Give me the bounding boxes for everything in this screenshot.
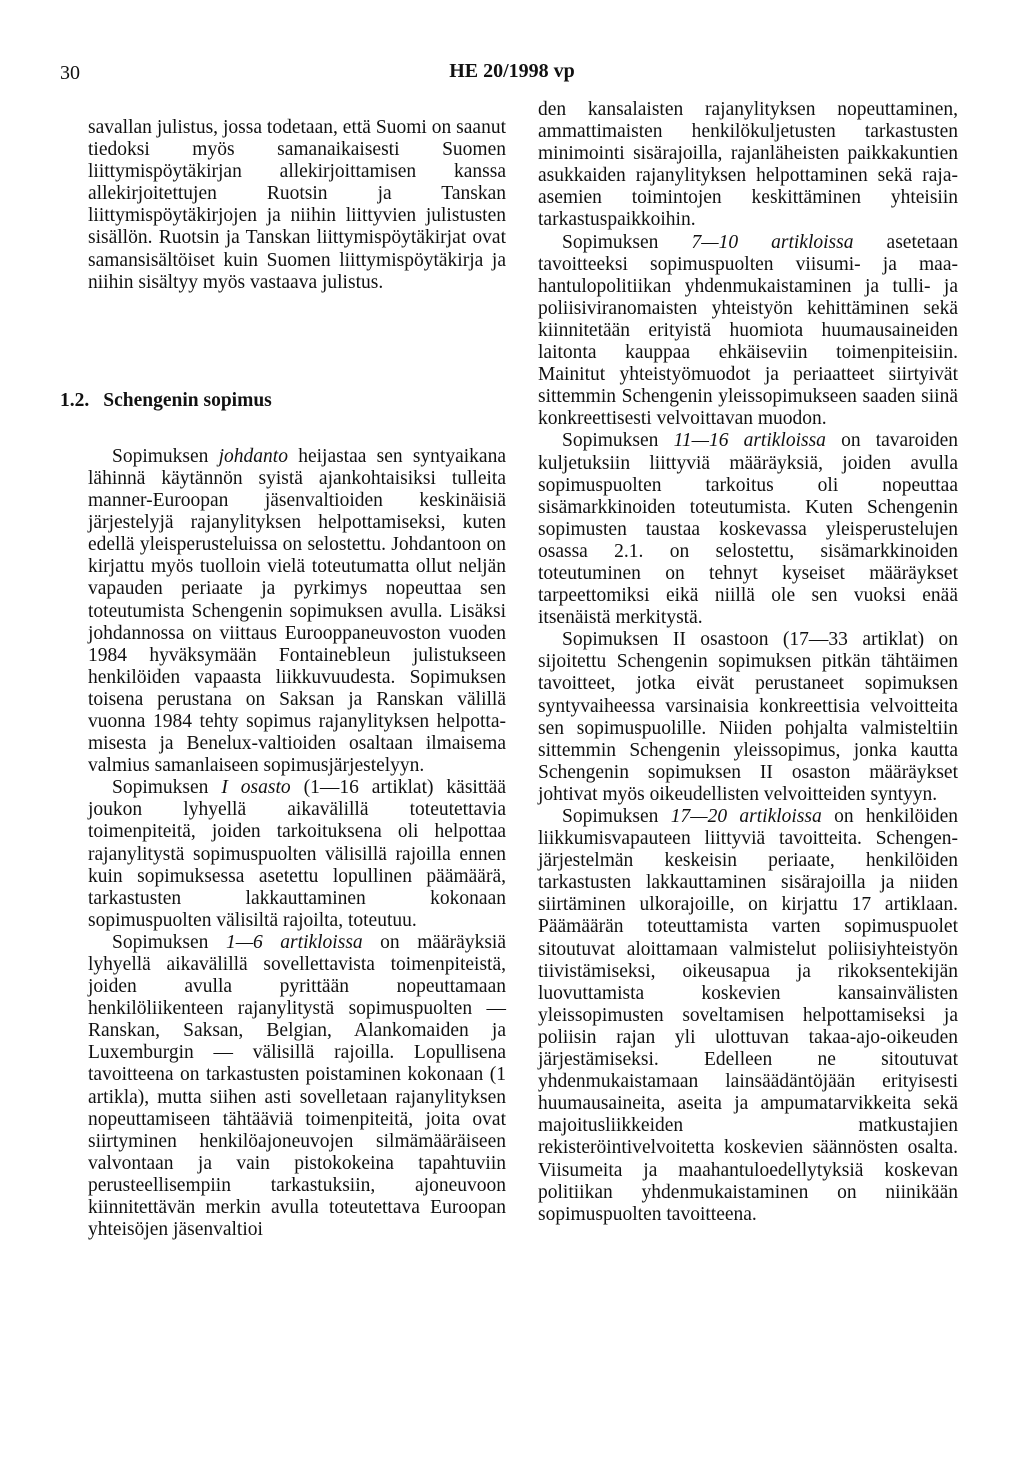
emphasis-term: 11—16 artikloissa: [673, 430, 826, 452]
paragraph-body: (1—16 artiklat) käsittää joukon lyhyellä aikavälillä toteutettavia toimenpiteitä, joiden tarkoituksena oli helpottaa rajanylitystä sopimuspuolten välisillä rajoilla ennen kuin sopimuksessa asetettu lopullinen päämäärä, tarkastusten lakkauttaminen kokonaan sopimuspuolten välisiltä rajoilta, toteutuu.: [88, 777, 506, 931]
paragraph-lead: Sopimuksen: [112, 777, 222, 799]
emphasis-term: 7—10 artikloissa: [691, 231, 854, 253]
paragraph-lead: Sopimuksen: [562, 430, 674, 452]
emphasis-term: 1—6 artikloissa: [225, 931, 363, 953]
paragraph-body: on henkilöiden liikkumisvapauteen liittyviä tavoitteita. Schengen-järjestelmän keskeisin periaate, henkilöiden tarkastusten lakkauttaminen sisärajoilla ja niiden siirtäminen ulkorajoille, on kirjattu 17 artiklaan. Päämäärän toteuttamista varten sopimuspuolet sitoutuvat aloittamaan valmistelut poliisiyhteistyön tiivistämiseksi, oikeusapua ja rikoksentekijän luovuttamista koskevien kansainvälisten yleissopimusten soveltamisen helpottamiseksi ja poliisin rajan yli ulottuvan takaa-ajo-oikeuden järjestämiseksi. Edelleen ne sitoutuvat yhdenmukaistamaan lainsäädäntöjään erityisesti huumausaineita, aseita ja ampumatarvikkeita sekä majoitusliikkeiden matkustajien rekisteröintivelvoitetta koskevien säännösten osalta. Viisumeita ja maahantuloedellytyksiä koskevan politiikan yhdenmukaistaminen on niinikään sopimuspuolten tavoitteena.: [538, 806, 958, 1225]
section-number: 1.2.: [60, 389, 90, 411]
paragraph-artiklat-17-20: [538, 806, 958, 1226]
paragraph-body: on tavaroiden kuljetuksiin liittyviä määräyksiä, joiden avulla sopimuspuolten tarkoitus oli nopeuttaa sisämarkkinoiden toteutumista. Kuten Schengenin sopimusten taustaa koskevassa yleisperustelujen osassa 2.1. on selostettu, sisämarkkinoiden toteutuminen on tehnyt kyseiset määräykset tarpeettomiksi eikä niillä ole sen vuoksi enää itsenäistä merkitystä.: [538, 430, 958, 629]
section-title: Schengenin sopimus: [103, 389, 272, 411]
paragraph-artiklat-1-6: [88, 932, 506, 1241]
running-header: HE 20/1998 vp: [449, 60, 575, 82]
paragraph-body: on määräyksiä lyhyellä aikavälillä sovellettavista toimenpiteistä, joiden avulla pyrittään nopeuttamaan henkilöliikenteen rajanylitystä sopimuspuolten — Ranskan, Saksan, Belgian, Alankomaiden ja Luxemburgin — välisillä rajoilla. Lopullisena tavoitteena on tarkastusten poistaminen kokonaan (1 artikla), mutta siihen asti sovelletaan rajanylityksen nopeuttamiseen tähtääviä toimenpiteitä, joita ovat siirtyminen henkilöajoneuvojen silmämääräiseen valvontaan ja vain pistokokeina tapahtuviin perusteellisempiin tarkastuksiin, ajoneuvoon kiinnitettävän merkin avulla toteutettava Euroopan yhteisöjen jäsenvaltioi: [88, 931, 506, 1241]
paragraph-body: heijastaa sen syntyaikana lähinnä käytännön syistä ajankohtaisiksi tulleita manner-Euroopan jäsenvaltioiden keskinäisiä järjestelyjä rajanylityksen helpottamiseksi, kuten edellä yleisperusteluissa on selostettu. Johdantoon on kirjattu myös tuolloin vielä toteutumatta ollut neljän vapauden periaate ja pyrkimys nopeuttaa sen toteutumista Schengenin sopimuksen avulla. Lisäksi johdannossa on viittaus Eurooppaneuvoston vuoden 1984 hyväksymään Fontainebleun julistukseen henkilöiden vapaasta liikkuvuudesta. Sopimuksen toisena perustana on Saksan ja Ranskan välillä vuonna 1984 tehty sopimus rajanylityksen helpottamisesta ja Benelux-valtioiden osaltaan ilmaisema valmius samanlaiseen sopimusjärjestelyyn.: [88, 445, 506, 777]
emphasis-term: johdanto: [218, 445, 288, 467]
paragraph-body: asetetaan tavoitteeksi sopimuspuolten viisumi- ja maahantulopolitiikan yhdenmukaistaminen ja tulli- ja poliisiviranomaisten yhteistyön kehittäminen sekä kiinnitetään erityistä huomiota huumausaineiden laitonta kauppaa ehkäiseviin toimenpiteisiin. Mainitut yhteistyömuodot ja periaatteet siirtyivät sittemmin Schengenin yleissopimukseen saaden siinä konkreettisesti velvoittavan muodon.: [538, 231, 958, 430]
continued-paragraph: den kansalaisten rajanylityksen nopeuttaminen, ammattimaisten henkilökuljetusten tarkastusten minimointi sisärajoilla, rajanläheisten paikkakuntien asukkaiden rajanylityksen helpottaminen sekä raja-asemien toimintojen keskittäminen yhteisiin tarkastuspaikkoihin.: [538, 99, 958, 231]
paragraph-lead: Sopimuksen: [112, 931, 226, 953]
paragraph-ii-osasto: Sopimuksen II osastoon (17—33 artiklat) on sijoitettu Schengenin sopimuksen pitkän tähtäimen tavoitteet, jotka eivät perustaneet sopimuksen syntyvaiheessa varsinaisia konkreettisia velvoitteita sen sopimuspuolille. Niiden pohjalta valmisteltiin sittemmin Schengenin yleissopimus, jonka kautta Schengenin sopimuksen II osaston määräykset johtivat myös oikeudellisten velvoitteiden syntyyn.: [538, 629, 958, 805]
page-number: 30: [60, 62, 80, 84]
paragraph-artiklat-11-16: [538, 430, 958, 629]
right-column: [538, 99, 958, 1226]
section-heading: [60, 390, 506, 412]
left-column: [60, 117, 506, 1241]
intro-paragraph: savallan julistus, jossa todetaan, että Suomi on saanut tiedoksi myös samanaikaisesti Suomen liittymispöytäkirjan allekirjoittamisen kanssa allekirjoitettujen Ruotsin ja Tanskan liittymispöytäkirjojen ja niihin liittyvien julistusten sisällön. Ruotsin ja Tanskan liittymispöytäkirjat ovat samansisältöiset kuin Suomen liittymispöytäkirja ja niihin sisältyy myös vastaava julistus.: [88, 117, 506, 293]
paragraph-lead: Sopimuksen: [562, 806, 671, 827]
emphasis-term: I osasto: [221, 777, 291, 799]
emphasis-term: 17—20 artikloissa: [670, 806, 822, 827]
paragraph-lead: Sopimuksen: [112, 445, 219, 467]
paragraph-artiklat-7-10: [538, 232, 958, 431]
paragraph-lead: Sopimuksen: [562, 231, 692, 253]
paragraph-i-osasto: [88, 777, 506, 932]
paragraph-johdanto: [88, 446, 506, 777]
